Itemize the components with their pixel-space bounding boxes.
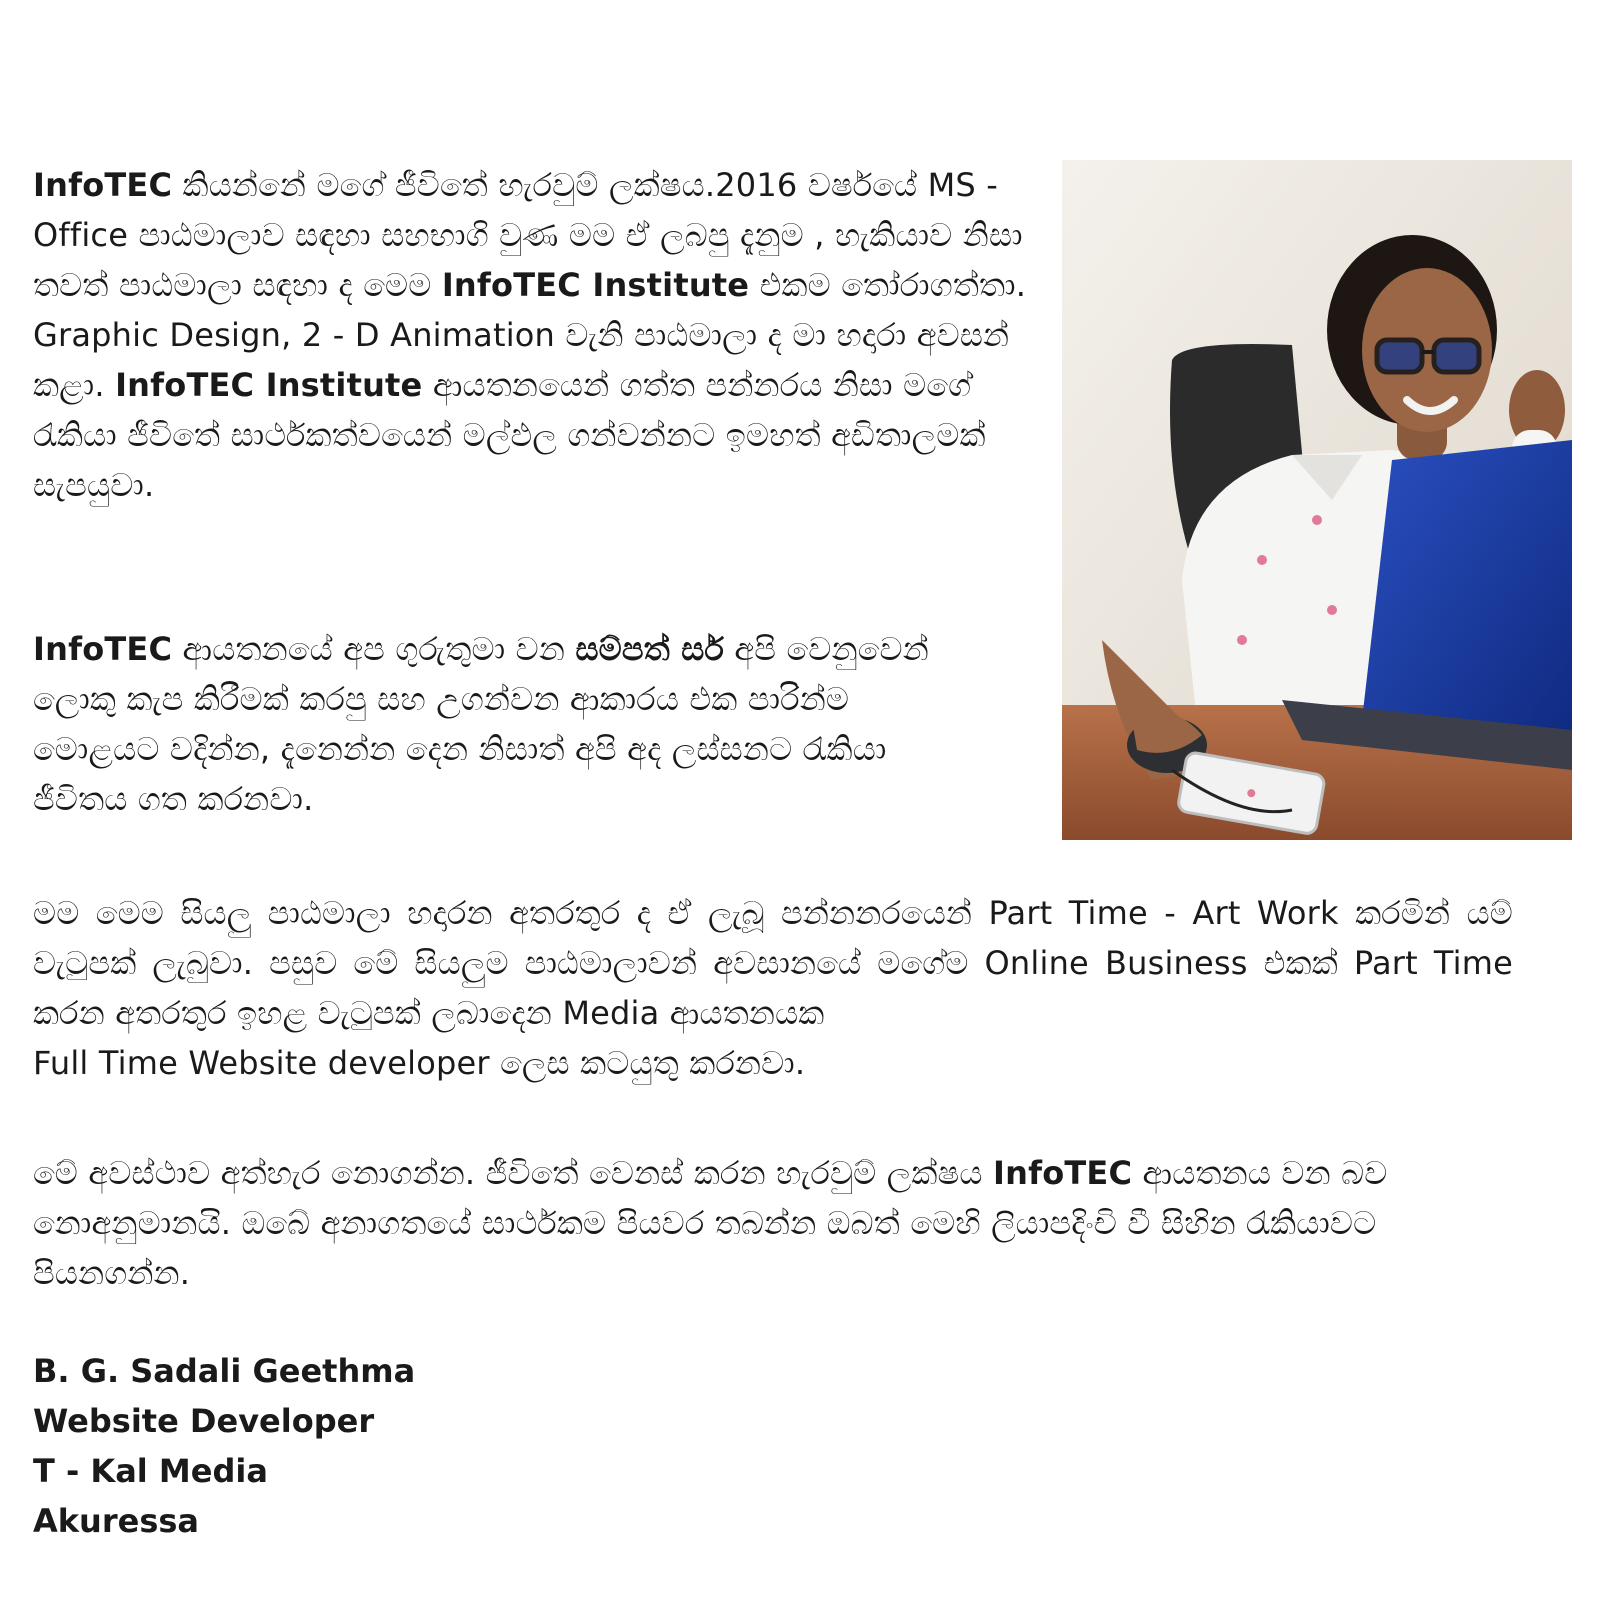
paragraph-teacher [33, 624, 933, 824]
paragraph-text: එකම තෝරාගත්තා. Graphic Design, 2 - D Animation වැනි පාඨමාලා ද මා හදාරා අවසන් කළා. [33, 266, 1027, 404]
brand-infotec: InfoTEC [33, 630, 173, 668]
signature-role: Website Developer [33, 1402, 375, 1440]
signature-block [33, 1346, 415, 1546]
brand-infotec-institute: InfoTEC Institute [441, 266, 750, 304]
paragraph-text: මම මෙම සියලු පාඨමාලා හදාරන අතරතුර ද ඒ ලැබූ පන්නනරයෙන් Part Time - Art Work කරමින් යම් වැටුපක් ලැබුවා. පසුව මේ සියලුම පාඨමාලාවන් අවසානයේ මගේම Online Business එකක් Part Time කරන අතරතුර ඉහළ වැටුපක් ලබාදෙන Media ආයතනයක [33, 894, 1513, 1032]
portrait-photo [1062, 160, 1572, 840]
paragraph-career [33, 888, 1513, 1088]
paragraph-text: මේ අවස්ථාව අත්හැර නොගන්න. ජීවිතේ වෙනස් කරන හැරවුම් ලක්ෂය [33, 1154, 994, 1192]
signature-name: B. G. Sadali Geethma [33, 1352, 416, 1390]
teacher-name: සම්පත් සර් [575, 630, 724, 668]
signature-company: T - Kal Media [33, 1452, 268, 1490]
paragraph-text: ආයතනයේ අප ගුරුතුමා වන [172, 630, 576, 668]
paragraph-text-last: Full Time Website developer ලෙස කටයුතු කරනවා. [33, 1044, 806, 1082]
signature-location: Akuressa [33, 1502, 199, 1540]
brand-infotec: InfoTEC [33, 166, 173, 204]
brand-infotec-institute: InfoTEC Institute [115, 366, 423, 404]
paragraph-text: කියන්නේ මගේ ජීවිතේ හැරවුම් ලක්ෂය.2016 වර්ෂයේ MS - Office පාඨමාලාව සඳහා සහභාගි වුණ මම ඒ ලබපු දැනුම , හැකියාව නිසා තවත් පාඨමාලා සඳහා ද මෙම [33, 166, 1023, 304]
paragraph-text: අපි වෙනුවෙන් ලොකු කැප කිරීමක් කරපු සහ උගන්වන ආකාරය එක පාරින්ම මොළයට වදින්න, දැනෙන්න දෙන නිසාත් අපි අද ලස්සනට රැකියා ජීවිතය ගත කරනවා. [33, 630, 929, 818]
paragraph-call-to-action [33, 1148, 1513, 1298]
paragraph-text: ආයතනයෙන් ගත්ත පන්නරය නිසා මගේ රැකියා ජීවිතේ සාර්ථකත්වයෙන් මල්ඵල ගන්වන්නට ඉමහත් අඩිතාලමක් සැපයුවා. [33, 366, 986, 504]
paragraph-text: ආයතනය වන බව නොඅනුමානයි. ඔබේ අනාගතයේ සාර්ථකම පියවර තබන්න ඔබත් මෙහි ලියාපදිංචි වී සිහින රැකියාවට පියනගන්න. [33, 1154, 1388, 1292]
paragraph-intro [33, 160, 1063, 510]
brand-infotec: InfoTEC [993, 1154, 1133, 1192]
